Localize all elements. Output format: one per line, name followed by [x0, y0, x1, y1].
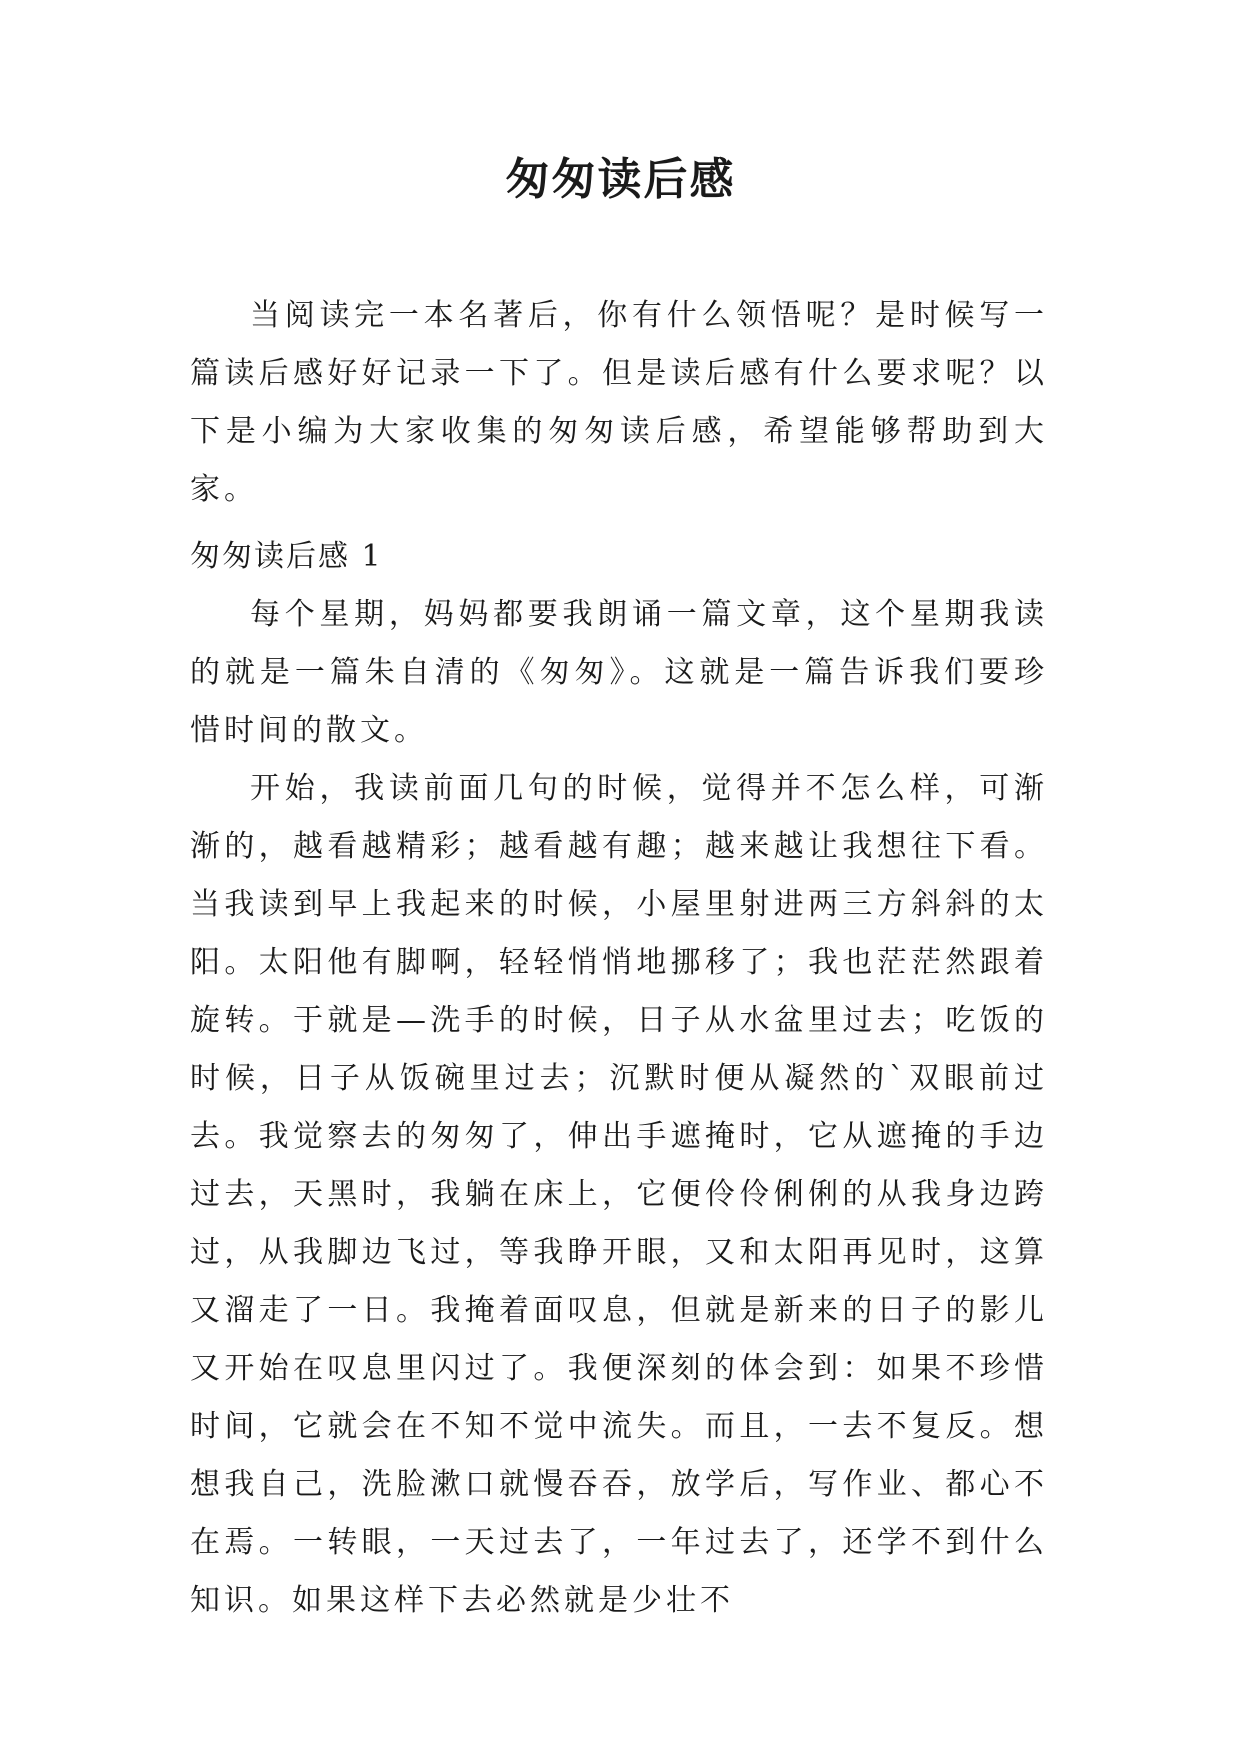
essay-section	[190, 528, 1048, 1630]
essay-paragraph: 开始，我读前面几句的时候，觉得并不怎么样，可渐渐的，越看越精彩；越看越有趣；越来越让我想往下看。当我读到早上我起来的时候，小屋里射进两三方斜斜的太阳。太阳他有脚啊，轻轻悄悄地挪移了；我也茫茫然跟着旋转。于就是—洗手的时候，日子从水盆里过去；吃饭的时候，日子从饭碗里过去；沉默时便从凝然的`双眼前过去。我觉察去的匆匆了，伸出手遮掩时，它从遮掩的手边过去，天黑时，我躺在床上，它便伶伶俐俐的从我身边跨过，从我脚边飞过，等我睁开眼，又和太阳再见时，这算又溜走了一日。我掩着面叹息，但就是新来的日子的影儿又开始在叹息里闪过了。我便深刻的体会到：如果不珍惜时间，它就会在不知不觉中流失。而且，一去不复反。想想我自己，洗脸漱口就慢吞吞，放学后，写作业、都心不在焉。一转眼，一天过去了，一年过去了，还学不到什么知识。如果这样下去必然就是少壮不	[190, 771, 1048, 1618]
essay-paragraph: 每个星期，妈妈都要我朗诵一篇文章，这个星期我读的就是一篇朱自清的《匆匆》。这就是一篇告诉我们要珍惜时间的散文。	[190, 597, 1048, 748]
intro-paragraph: 当阅读完一本名著后，你有什么领悟呢？是时候写一篇读后感好好记录一下了。但是读后感有什么要求呢？以下是小编为大家收集的匆匆读后感，希望能够帮助到大家。	[190, 298, 1048, 507]
intro-block	[190, 287, 1048, 519]
section-heading: 匆匆读后感 1	[190, 539, 383, 574]
document-title: 匆匆读后感	[505, 154, 736, 205]
